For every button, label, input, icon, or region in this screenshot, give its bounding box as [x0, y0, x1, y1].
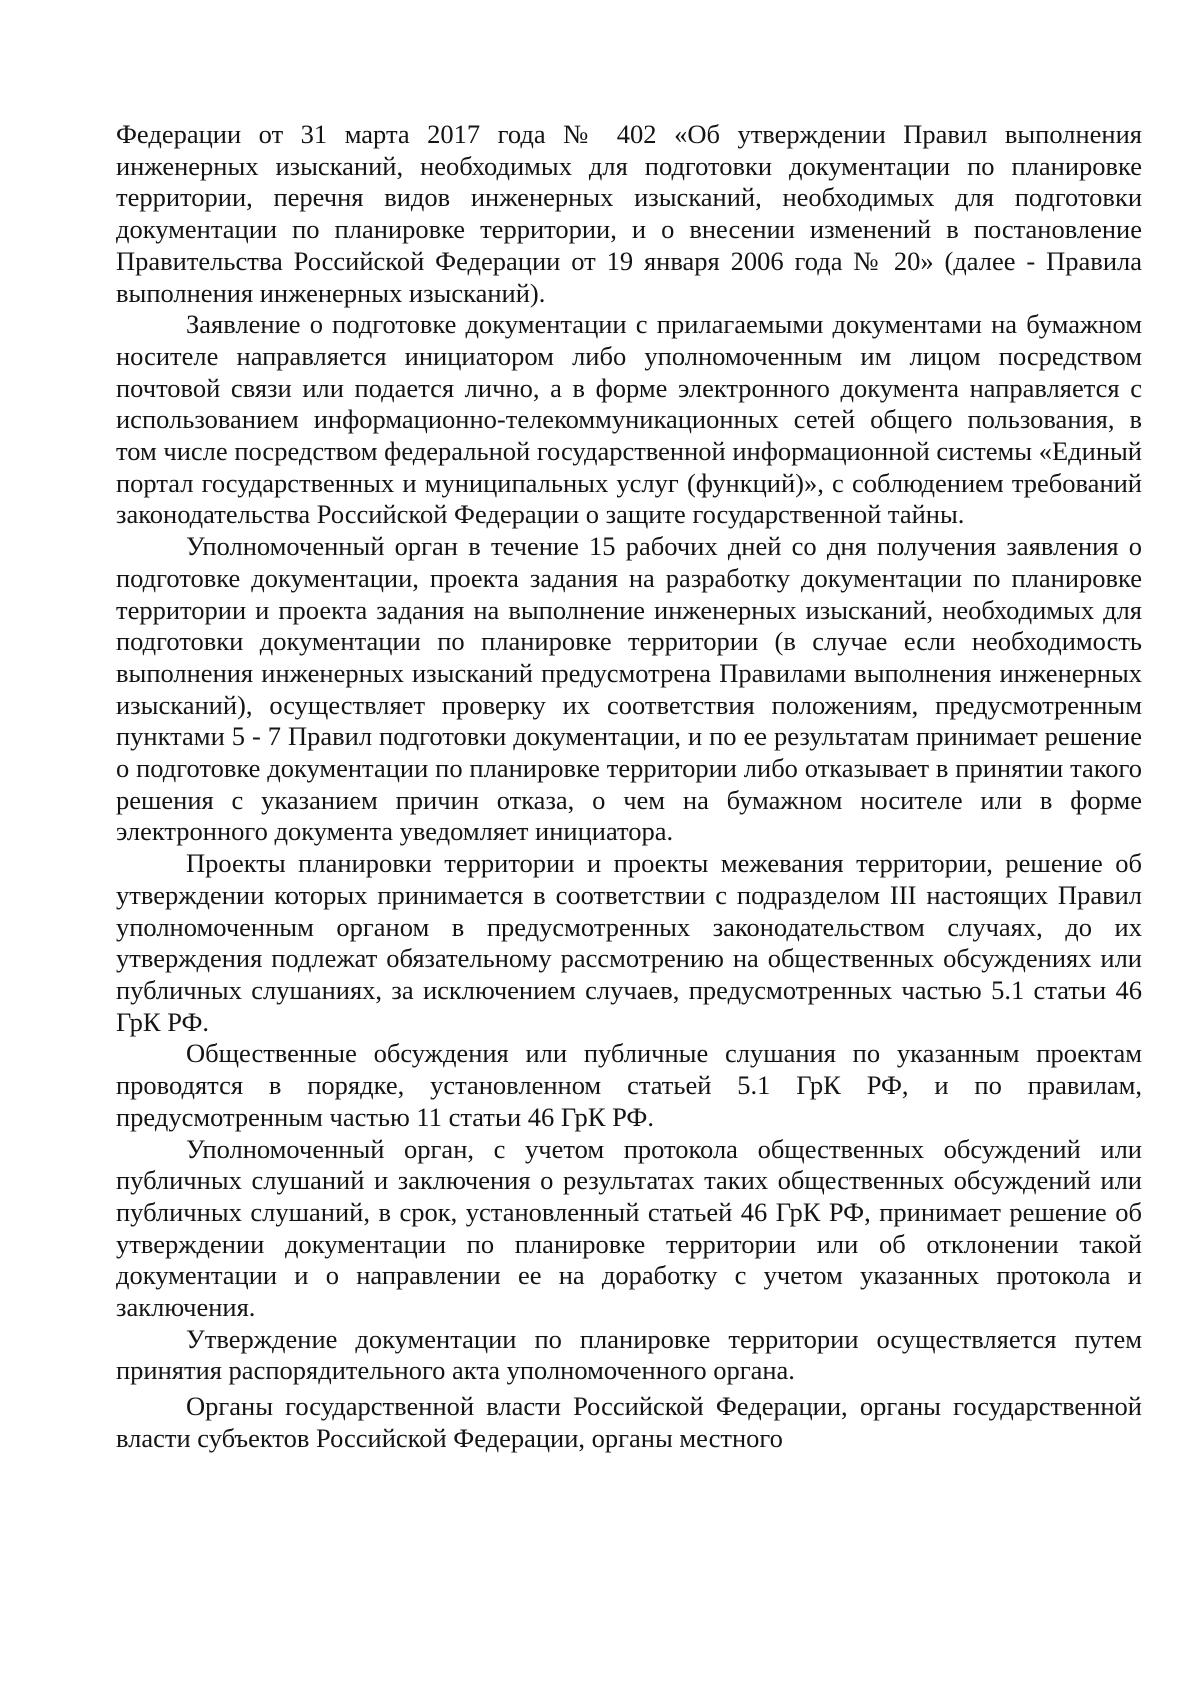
paragraph-4: Проекты планировки территории и проекты межевания территории, решение об утверждении которых принимается в соответствии с подразделом III настоящих Правил уполномоченным органом в предусмотренных законодательством случаях, до их утверждения подлежат обязательному рассмотрению на общественных обсуждениях или публичных слушаниях, за исключением случаев, предусмотренных частью 5.1 статьи 46 ГрК РФ. [116, 848, 1142, 1037]
paragraph-8: Органы государственной власти Российской Федерации, органы государственной власти субъектов Российской Федерации, органы местного [116, 1391, 1142, 1453]
paragraph-6: Уполномоченный орган, с учетом протокола общественных обсуждений или публичных слушаний и заключения о результатах таких общественных обсуждений или публичных слушаний, в срок, установленный статьей 46 ГрК РФ, принимает решение об утверждении документации по планировке территории или об отклонении такой документации и о направлении ее на доработку с учетом указанных протокола и заключения. [116, 1133, 1142, 1323]
paragraph-1: Федерации от 31 марта 2017 года № 402 «Об утверждении Правил выполнения инженерных изысканий, необходимых для подготовки документации по планировке территории, перечня видов инженерных изысканий, необходимых для подготовки документации по планировке территории, и о внесении изменений в постановление Правительства Российской Федерации от 19 января 2006 года № 20» (далее - Правила выполнения инженерных изысканий). [116, 119, 1142, 308]
paragraph-2: Заявление о подготовке документации с прилагаемыми документами на бумажном носителе направляется инициатором либо уполномоченным им лицом посредством почтовой связи или подается лично, а в форме электронного документа направляется с использованием информационно-телекоммуникационных сетей общего пользования, в том числе посредством федеральной государственной информационной системы «Единый портал государственных и муниципальных услуг (функций)», с соблюдением требований законодательства Российской Федерации о защите государственной тайны. [116, 309, 1142, 530]
paragraph-5: Общественные обсуждения или публичные слушания по указанным проектам проводятся в порядке, установленном статьей 5.1 ГрК РФ, и по правилам, предусмотренным частью 11 статьи 46 ГрК РФ. [116, 1038, 1142, 1132]
paragraph-3: Уполномоченный орган в течение 15 рабочих дней со дня получения заявления о подготовке документации, проекта задания на разработку документации по планировке территории и проекта задания на выполнение инженерных изысканий, необходимых для подготовки документации по планировке территории (в случае если необходимость выполнения инженерных изысканий предусмотрена Правилами выполнения инженерных изысканий), осуществляет проверку их соответствия положениям, предусмотренным пунктами 5 - 7 Правил подготовки документации, и по ее результатам принимает решение о подготовке документации по планировке территории либо отказывает в принятии такого решения с указанием причин отказа, о чем на бумажном носителе или в форме электронного документа уведомляет инициатора. [116, 531, 1142, 847]
paragraph-7: Утверждение документации по планировке территории осуществляется путем принятия распорядительного акта уполномоченного органа. [116, 1323, 1142, 1386]
document-body [116, 119, 1142, 1455]
